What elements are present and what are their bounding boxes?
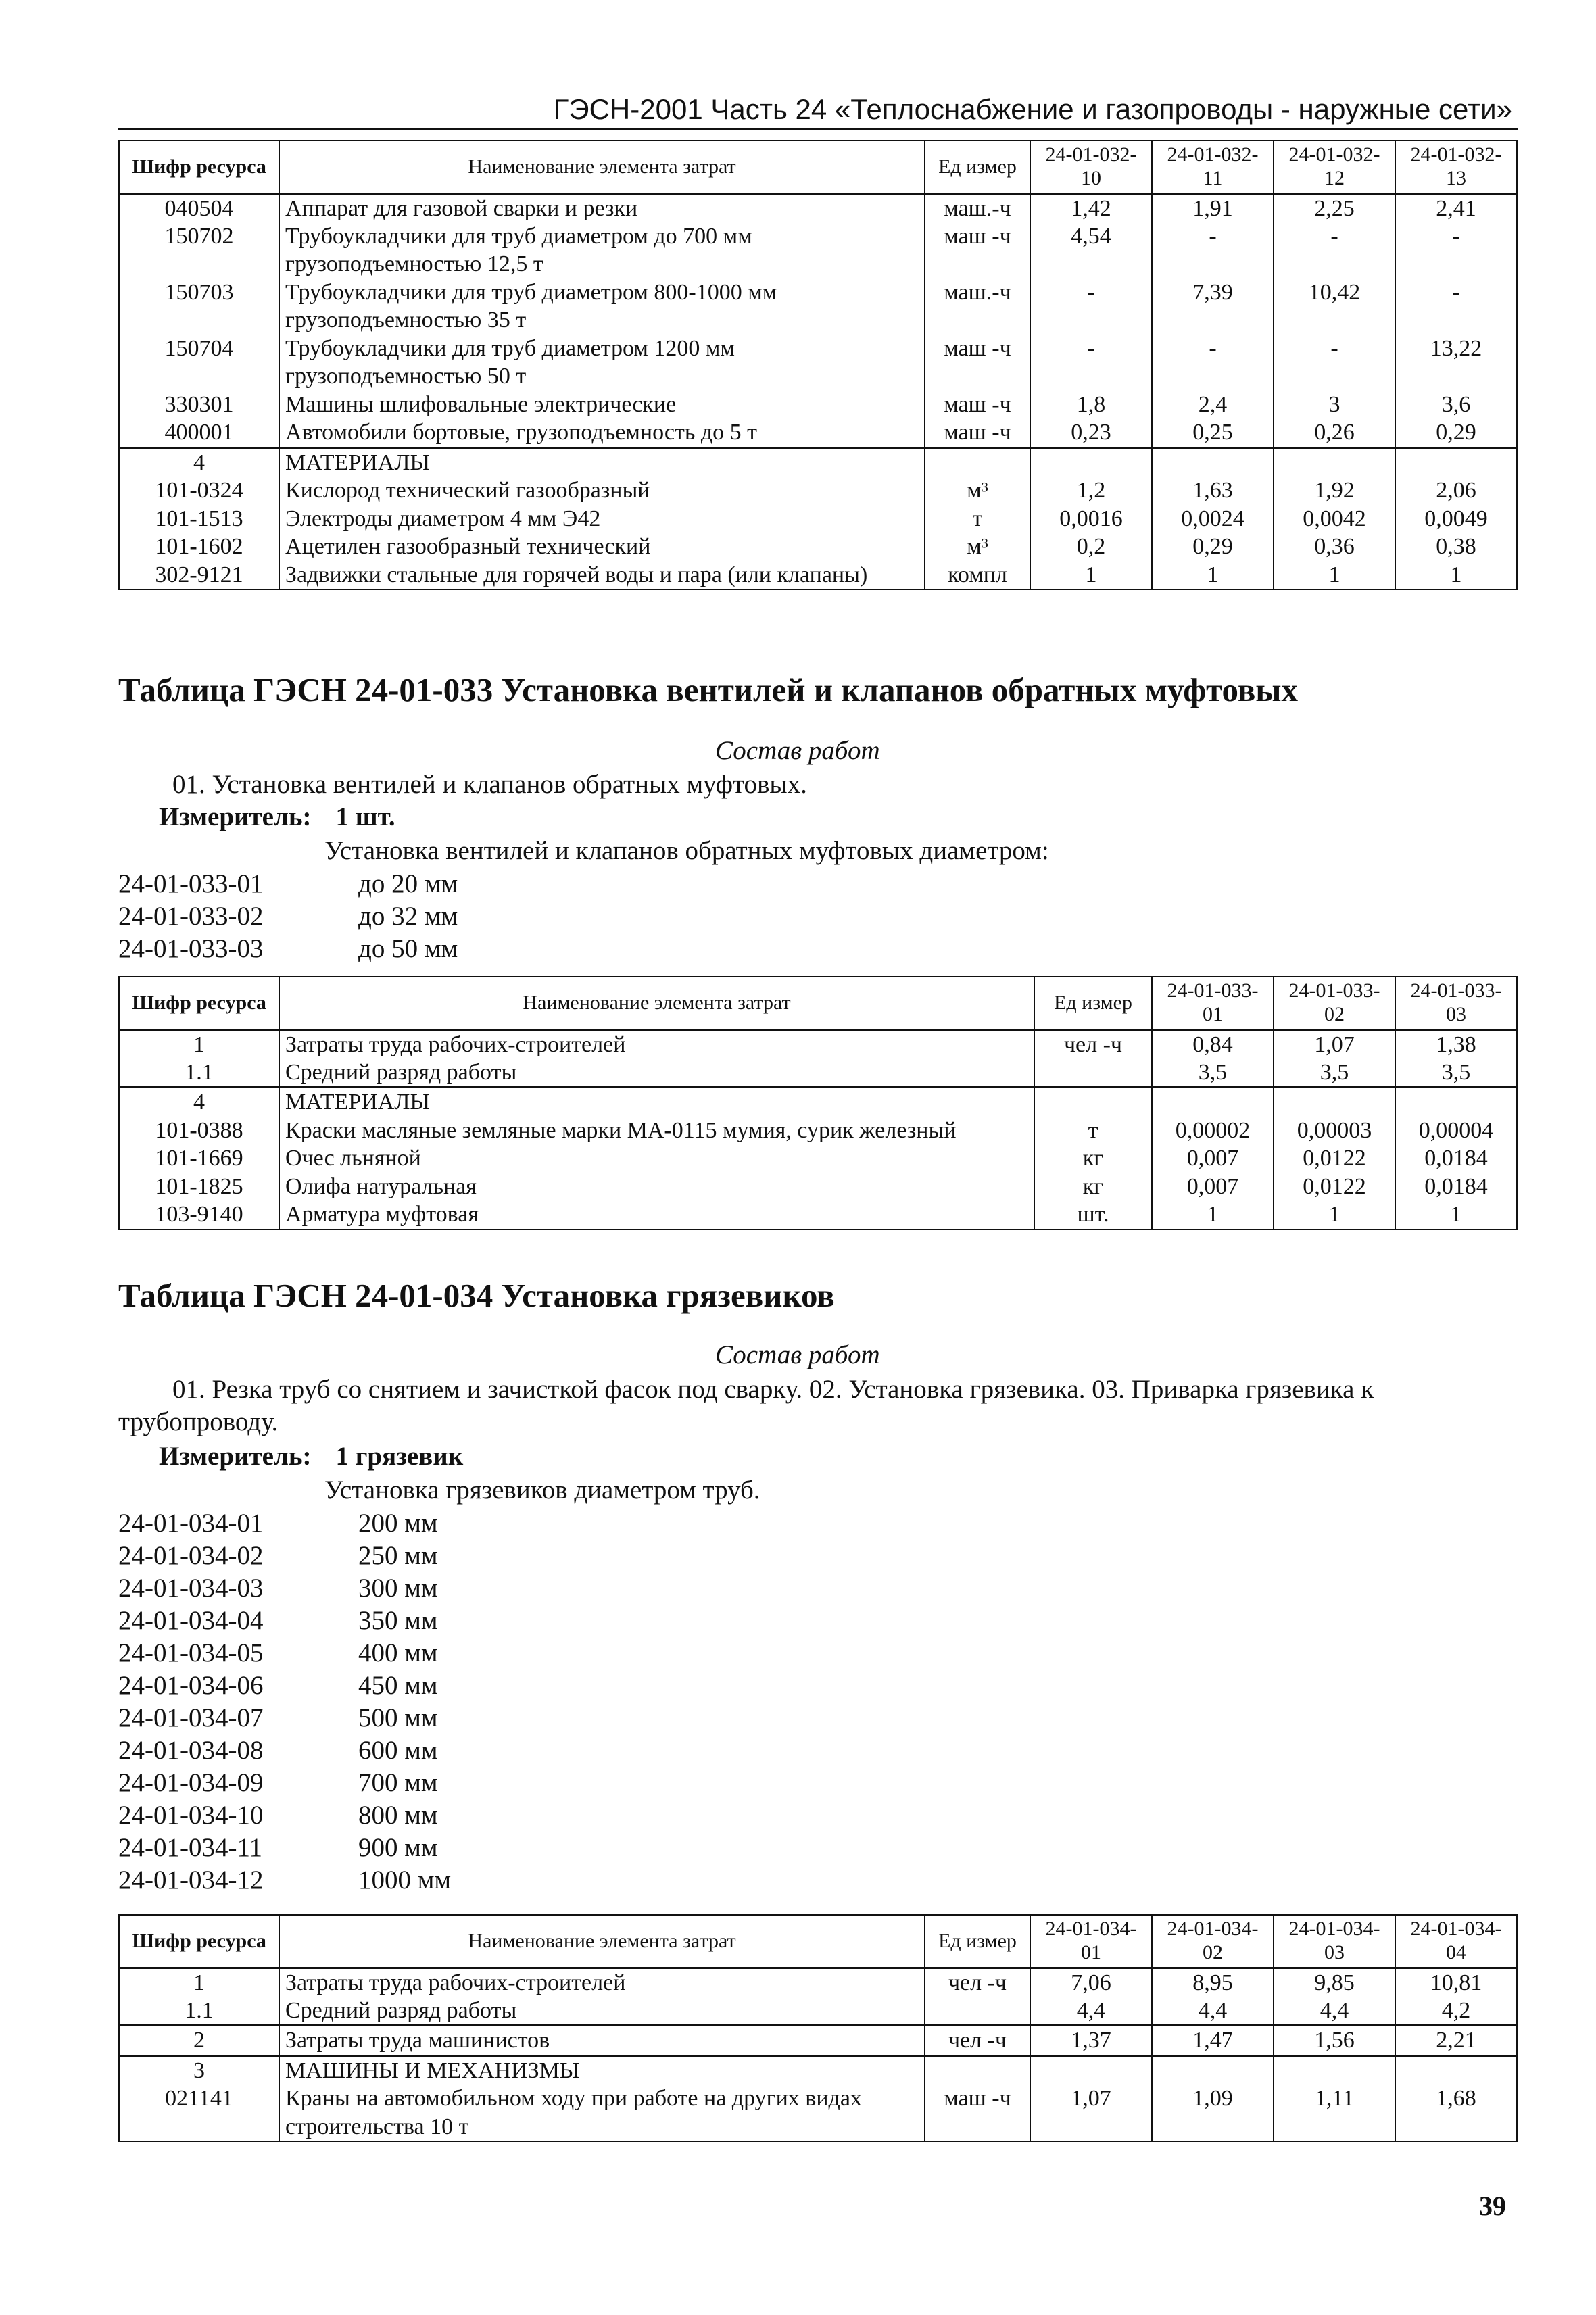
list-item: [118, 1702, 451, 1734]
cell-v3: [1274, 2055, 1395, 2085]
cell-v2: [1274, 1088, 1395, 1117]
cell-name: МАТЕРИАЛЫ: [279, 447, 925, 477]
codes-subtitle: Установка вентилей и клапанов обратных муфтовых диаметром:: [324, 836, 1049, 865]
cell-code: 1: [119, 1029, 279, 1058]
cell-v4: -: [1395, 278, 1517, 335]
cell-v1: 1,8: [1030, 391, 1152, 418]
cell-name: МАШИНЫ И МЕХАНИЗМЫ: [279, 2055, 925, 2085]
cell-v4: 0,38: [1395, 533, 1517, 560]
cell-v1: 1: [1030, 561, 1152, 589]
column-header: Наименование элемента затрат: [279, 977, 1034, 1029]
cell-v2: 0,0122: [1274, 1173, 1395, 1200]
cell-v4: 1,68: [1395, 2085, 1517, 2141]
column-header: 24-01-032-13: [1395, 141, 1517, 193]
list-item: [118, 1832, 451, 1864]
table-row: [119, 561, 1517, 589]
cell-name: Средний разряд работы: [279, 1058, 1034, 1088]
cell-unit: компл: [925, 561, 1030, 589]
cell-name: МАТЕРИАЛЫ: [279, 1088, 1034, 1117]
cell-unit: маш -ч: [925, 335, 1030, 391]
cell-name: Трубоукладчики для труб диаметром 1200 мм грузоподъемностью 50 т: [279, 335, 925, 391]
table-row: [119, 418, 1517, 447]
list-item: [118, 1799, 451, 1832]
cell-code: 302-9121: [119, 561, 279, 589]
norm-code: 24-01-034-05: [118, 1638, 264, 1667]
cell-v3: -: [1274, 222, 1395, 278]
table-row: [119, 193, 1517, 222]
norm-description: 200 мм: [358, 1509, 438, 1538]
table-row: [119, 1058, 1517, 1088]
cell-unit: м³: [925, 477, 1030, 504]
table-row: [119, 1144, 1517, 1172]
table-row: [119, 1029, 1517, 1058]
cell-v1: 4,4: [1030, 1997, 1152, 2026]
cell-v2: -: [1152, 222, 1274, 278]
cell-name: Машины шлифовальные электрические: [279, 391, 925, 418]
column-header: 24-01-033-01: [1152, 977, 1274, 1029]
list-item: [118, 1734, 451, 1767]
cell-unit: кг: [1034, 1144, 1152, 1172]
cell-name: Затраты труда машинистов: [279, 2026, 925, 2055]
cell-v3: 0,0184: [1395, 1144, 1517, 1172]
cell-v1: [1030, 447, 1152, 477]
meter: [159, 1441, 463, 1471]
cell-name: Краски масляные земляные марки МА-0115 мумия, сурик железный: [279, 1117, 1034, 1144]
cell-v3: 0,36: [1274, 533, 1395, 560]
cell-code: 021141: [119, 2085, 279, 2141]
cell-v4: -: [1395, 222, 1517, 278]
table-row: [119, 2055, 1517, 2085]
cell-unit: [925, 447, 1030, 477]
cell-code: 101-0324: [119, 477, 279, 504]
code-list-034: [118, 1507, 451, 1897]
resource-table-033: [118, 976, 1518, 1230]
norm-description: 450 мм: [358, 1671, 438, 1700]
column-header: Шифр ресурса: [119, 141, 279, 193]
cell-code: 3: [119, 2055, 279, 2085]
cell-v1: 0,2: [1030, 533, 1152, 560]
cell-code: 4: [119, 1088, 279, 1117]
cell-v2: 8,95: [1152, 1968, 1274, 1997]
cell-unit: м³: [925, 533, 1030, 560]
cell-v1: 0,84: [1152, 1029, 1274, 1058]
cell-v4: 0,29: [1395, 418, 1517, 447]
table-row: [119, 1200, 1517, 1229]
norm-code: 24-01-034-04: [118, 1606, 264, 1635]
norm-code: 24-01-034-08: [118, 1736, 264, 1765]
resource-table-034: [118, 1914, 1518, 2142]
cell-v2: [1152, 447, 1274, 477]
cell-v2: 0,0024: [1152, 505, 1274, 533]
cell-name: Автомобили бортовые, грузоподъемность до 5 т: [279, 418, 925, 447]
cell-unit: маш -ч: [925, 391, 1030, 418]
cell-unit: чел -ч: [1034, 1029, 1152, 1058]
cell-name: Задвижки стальные для горячей воды и пара (или клапаны): [279, 561, 925, 589]
column-header: 24-01-034-03: [1274, 1915, 1395, 1968]
cell-unit: маш -ч: [925, 2085, 1030, 2141]
list-item: [118, 868, 458, 900]
column-header: Шифр ресурса: [119, 977, 279, 1029]
cell-code: 101-0388: [119, 1117, 279, 1144]
cell-v2: 4,4: [1152, 1997, 1274, 2026]
cell-v1: 1,37: [1030, 2026, 1152, 2055]
cell-name: Электроды диаметром 4 мм Э42: [279, 505, 925, 533]
cell-unit: [925, 2055, 1030, 2085]
cell-v2: 0,0122: [1274, 1144, 1395, 1172]
cell-v1: 1,2: [1030, 477, 1152, 504]
meter-value: 1 шт.: [335, 802, 395, 831]
cell-v1: -: [1030, 278, 1152, 335]
cell-unit: [1034, 1058, 1152, 1088]
column-header: Шифр ресурса: [119, 1915, 279, 1968]
cell-unit: маш.-ч: [925, 278, 1030, 335]
cell-code: 1.1: [119, 1058, 279, 1088]
norm-code: 24-01-034-10: [118, 1801, 264, 1830]
cell-v2: 1: [1274, 1200, 1395, 1229]
norm-description: 600 мм: [358, 1736, 438, 1765]
cell-v2: 7,39: [1152, 278, 1274, 335]
cell-v3: 9,85: [1274, 1968, 1395, 1997]
table-row: [119, 278, 1517, 335]
cell-v1: 4,54: [1030, 222, 1152, 278]
cell-v3: -: [1274, 335, 1395, 391]
composition-text: 01. Установка вентилей и клапанов обратных муфтовых.: [172, 770, 807, 799]
cell-v4: 1: [1395, 561, 1517, 589]
column-header: Наименование элемента затрат: [279, 1915, 925, 1968]
column-header: 24-01-033-02: [1274, 977, 1395, 1029]
cell-code: 330301: [119, 391, 279, 418]
cell-v3: 2,25: [1274, 193, 1395, 222]
cell-name: Краны на автомобильном ходу при работе на других видах строительства 10 т: [279, 2085, 925, 2141]
list-item: [118, 933, 458, 965]
cell-v1: 0,007: [1152, 1144, 1274, 1172]
cell-v3: 3,5: [1395, 1058, 1517, 1088]
code-list-033: [118, 868, 458, 965]
cell-v3: 0,0184: [1395, 1173, 1517, 1200]
table-row: [119, 477, 1517, 504]
cell-v4: 3,6: [1395, 391, 1517, 418]
norm-code: 24-01-034-06: [118, 1671, 264, 1700]
cell-unit: кг: [1034, 1173, 1152, 1200]
norm-description: 250 мм: [358, 1541, 438, 1570]
cell-name: Трубоукладчики для труб диаметром 800-1000 мм грузоподъемностью 35 т: [279, 278, 925, 335]
meter-label: Измеритель:: [159, 802, 312, 831]
cell-v3: 10,42: [1274, 278, 1395, 335]
cell-v2: 1,47: [1152, 2026, 1274, 2055]
norm-description: 1000 мм: [358, 1866, 452, 1895]
table-row: [119, 1117, 1517, 1144]
cell-v3: 1: [1395, 1200, 1517, 1229]
column-header: 24-01-032-11: [1152, 141, 1274, 193]
norm-description: 800 мм: [358, 1801, 438, 1830]
cell-v4: 10,81: [1395, 1968, 1517, 1997]
cell-v2: 1: [1152, 561, 1274, 589]
meter-label: Измеритель:: [159, 1442, 312, 1471]
composition-label: Состав работ: [715, 1340, 880, 1369]
cell-v3: 3: [1274, 391, 1395, 418]
table-row: [119, 1968, 1517, 1997]
cell-v4: 2,41: [1395, 193, 1517, 222]
table-row: [119, 2085, 1517, 2141]
meter-value: 1 грязевик: [335, 1442, 464, 1471]
header-title: ГЭСН-2001 Часть 24 «Теплоснабжение и газопроводы - наружные сети»: [553, 93, 1512, 125]
table-row: [119, 335, 1517, 391]
cell-code: 101-1669: [119, 1144, 279, 1172]
table-row: [119, 505, 1517, 533]
cell-v1: 7,06: [1030, 1968, 1152, 1997]
norm-code: 24-01-033-03: [118, 934, 264, 963]
table-row: [119, 1088, 1517, 1117]
section-title-034: Таблица ГЭСН 24-01-034 Установка грязевиков: [118, 1277, 835, 1314]
cell-name: Трубоукладчики для труб диаметром до 700 мм грузоподъемностью 12,5 т: [279, 222, 925, 278]
table-row: [119, 222, 1517, 278]
cell-code: 103-9140: [119, 1200, 279, 1229]
cell-v1: 1: [1152, 1200, 1274, 1229]
cell-code: 150703: [119, 278, 279, 335]
list-item: [118, 1507, 451, 1540]
list-item: [118, 900, 458, 933]
cell-name: Кислород технический газообразный: [279, 477, 925, 504]
cell-v1: 0,0016: [1030, 505, 1152, 533]
list-item: [118, 1540, 451, 1572]
column-header: 24-01-034-01: [1030, 1915, 1152, 1968]
cell-v2: -: [1152, 335, 1274, 391]
cell-v2: 0,29: [1152, 533, 1274, 560]
cell-name: Аппарат для газовой сварки и резки: [279, 193, 925, 222]
column-header: 24-01-034-02: [1152, 1915, 1274, 1968]
column-header: Ед измер: [925, 141, 1030, 193]
cell-v4: 4,2: [1395, 1997, 1517, 2026]
table-row: [119, 2026, 1517, 2055]
norm-description: до 50 мм: [358, 934, 458, 963]
cell-v3: 1,56: [1274, 2026, 1395, 2055]
norm-description: до 32 мм: [358, 902, 458, 931]
cell-v2: 1,09: [1152, 2085, 1274, 2141]
cell-name: Олифа натуральная: [279, 1173, 1034, 1200]
cell-v1: 1,07: [1030, 2085, 1152, 2141]
cell-v4: [1395, 2055, 1517, 2085]
cell-v2: 0,25: [1152, 418, 1274, 447]
list-item: [118, 1637, 451, 1670]
norm-code: 24-01-034-11: [118, 1833, 263, 1862]
cell-name: Затраты труда рабочих-строителей: [279, 1029, 1034, 1058]
cell-v3: 0,26: [1274, 418, 1395, 447]
norm-description: до 20 мм: [358, 869, 458, 898]
cell-unit: маш -ч: [925, 222, 1030, 278]
page-number: 39: [1479, 2191, 1506, 2221]
column-header: 24-01-033-03: [1395, 977, 1517, 1029]
cell-v4: 2,21: [1395, 2026, 1517, 2055]
cell-code: 1.1: [119, 1997, 279, 2026]
table-row: [119, 533, 1517, 560]
cell-unit: [925, 1997, 1030, 2026]
column-header: 24-01-032-10: [1030, 141, 1152, 193]
codes-subtitle: Установка грязевиков диаметром труб.: [324, 1476, 760, 1505]
cell-unit: маш -ч: [925, 418, 1030, 447]
cell-v3: 0,00004: [1395, 1117, 1517, 1144]
resource-table-032: [118, 140, 1518, 590]
norm-code: 24-01-033-01: [118, 869, 264, 898]
page-header: [118, 88, 1518, 130]
column-header: Ед измер: [1034, 977, 1152, 1029]
cell-v2: 1,07: [1274, 1029, 1395, 1058]
cell-unit: [1034, 1088, 1152, 1117]
column-header: 24-01-032-12: [1274, 141, 1395, 193]
cell-v3: [1274, 447, 1395, 477]
table-row: [119, 391, 1517, 418]
cell-unit: шт.: [1034, 1200, 1152, 1229]
cell-v3: [1395, 1088, 1517, 1117]
cell-v3: 1: [1274, 561, 1395, 589]
norm-description: 400 мм: [358, 1638, 438, 1667]
cell-v1: 0,00002: [1152, 1117, 1274, 1144]
composition-label: Состав работ: [715, 736, 880, 765]
table-row: [119, 1997, 1517, 2026]
cell-name: Очес льняной: [279, 1144, 1034, 1172]
norm-code: 24-01-034-02: [118, 1541, 264, 1570]
cell-name: Средний разряд работы: [279, 1997, 925, 2026]
cell-v1: [1152, 1088, 1274, 1117]
cell-code: 4: [119, 447, 279, 477]
cell-unit: чел -ч: [925, 2026, 1030, 2055]
cell-name: Арматура муфтовая: [279, 1200, 1034, 1229]
list-item: [118, 1864, 451, 1897]
cell-code: 101-1825: [119, 1173, 279, 1200]
section-title-033: Таблица ГЭСН 24-01-033 Установка вентилей и клапанов обратных муфтовых: [118, 671, 1299, 708]
norm-description: 300 мм: [358, 1574, 438, 1603]
column-header: 24-01-034-04: [1395, 1915, 1517, 1968]
norm-code: 24-01-034-07: [118, 1703, 264, 1732]
cell-code: 101-1602: [119, 533, 279, 560]
cell-v3: 1,92: [1274, 477, 1395, 504]
list-item: [118, 1670, 451, 1702]
cell-code: 400001: [119, 418, 279, 447]
cell-v1: -: [1030, 335, 1152, 391]
cell-v3: 1,11: [1274, 2085, 1395, 2141]
cell-unit: т: [1034, 1117, 1152, 1144]
table-row: [119, 447, 1517, 477]
cell-v4: 13,22: [1395, 335, 1517, 391]
norm-code: 24-01-034-03: [118, 1574, 264, 1603]
column-header: Ед измер: [925, 1915, 1030, 1968]
cell-code: 150702: [119, 222, 279, 278]
cell-v3: 1,38: [1395, 1029, 1517, 1058]
cell-unit: т: [925, 505, 1030, 533]
norm-description: 900 мм: [358, 1833, 438, 1862]
cell-v2: 1,63: [1152, 477, 1274, 504]
cell-name: Затраты труда рабочих-строителей: [279, 1968, 925, 1997]
cell-v2: 1,91: [1152, 193, 1274, 222]
list-item: [118, 1572, 451, 1605]
column-header: Наименование элемента затрат: [279, 141, 925, 193]
cell-v1: 1,42: [1030, 193, 1152, 222]
cell-v3: 4,4: [1274, 1997, 1395, 2026]
meter: [159, 802, 395, 832]
cell-code: 150704: [119, 335, 279, 391]
norm-code: 24-01-033-02: [118, 902, 264, 931]
norm-description: 700 мм: [358, 1768, 438, 1797]
cell-v2: 2,4: [1152, 391, 1274, 418]
cell-v2: 3,5: [1274, 1058, 1395, 1088]
cell-v3: 0,0042: [1274, 505, 1395, 533]
cell-v2: 0,00003: [1274, 1117, 1395, 1144]
cell-v1: [1030, 2055, 1152, 2085]
composition-text: 01. Резка труб со снятием и зачисткой фасок под сварку. 02. Установка грязевика. 03. Приварка грязевика к трубопроводу.: [118, 1375, 1374, 1436]
cell-code: 040504: [119, 193, 279, 222]
cell-v2: [1152, 2055, 1274, 2085]
cell-unit: маш.-ч: [925, 193, 1030, 222]
cell-unit: чел -ч: [925, 1968, 1030, 1997]
cell-v4: 2,06: [1395, 477, 1517, 504]
norm-code: 24-01-034-09: [118, 1768, 264, 1797]
table-row: [119, 1173, 1517, 1200]
norm-description: 350 мм: [358, 1606, 438, 1635]
list-item: [118, 1767, 451, 1799]
cell-code: 1: [119, 1968, 279, 1997]
norm-description: 500 мм: [358, 1703, 438, 1732]
cell-v4: 0,0049: [1395, 505, 1517, 533]
cell-v1: 0,007: [1152, 1173, 1274, 1200]
cell-v1: 0,23: [1030, 418, 1152, 447]
cell-code: 2: [119, 2026, 279, 2055]
list-item: [118, 1605, 451, 1637]
cell-name: Ацетилен газообразный технический: [279, 533, 925, 560]
cell-code: 101-1513: [119, 505, 279, 533]
cell-v4: [1395, 447, 1517, 477]
cell-v1: 3,5: [1152, 1058, 1274, 1088]
norm-code: 24-01-034-12: [118, 1866, 264, 1895]
norm-code: 24-01-034-01: [118, 1509, 264, 1538]
